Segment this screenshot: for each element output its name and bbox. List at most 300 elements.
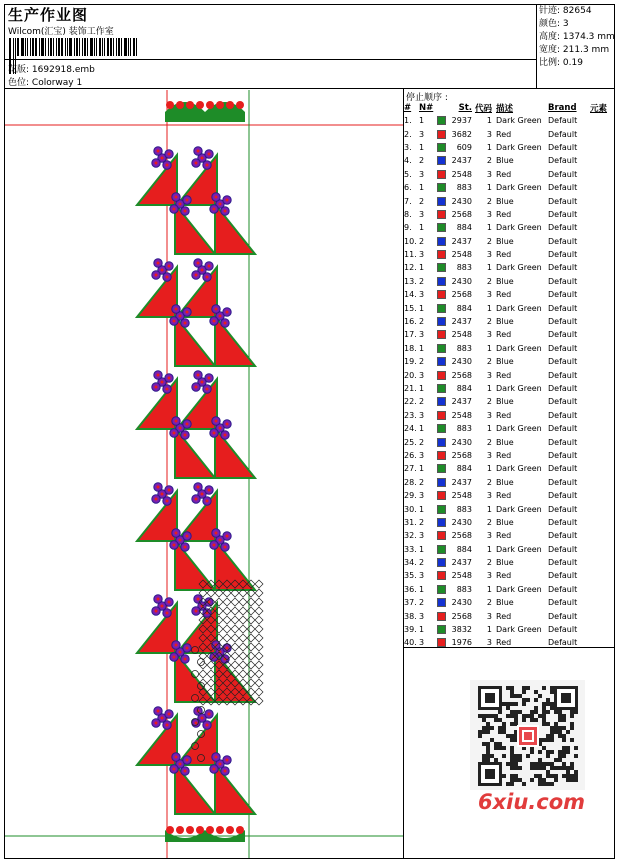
color-swatch [437, 330, 446, 339]
file-value: 1692918.emb [31, 65, 95, 75]
row-code: 1 [486, 424, 492, 434]
row-swatch [437, 435, 448, 448]
row-code: 2 [486, 357, 492, 367]
row-brand: Default [548, 504, 578, 514]
row-code: 1 [486, 504, 492, 514]
row-idx: 1. [404, 116, 412, 126]
row-stitches: 2568 [451, 370, 472, 380]
row-stitches: 884 [456, 544, 472, 554]
color-swatch [437, 170, 446, 179]
table-row [404, 127, 607, 140]
row-idx: 20. [404, 370, 417, 380]
row-stitches: 2430 [451, 517, 472, 527]
row-stitches: 2548 [451, 330, 472, 340]
row-desc: Dark Green [496, 544, 542, 554]
embroidery-design [5, 90, 403, 858]
row-desc: Red [496, 370, 512, 380]
table-row [404, 141, 607, 154]
row-n: 3 [419, 290, 425, 300]
row-idx: 2. [404, 129, 412, 139]
row-stitches: 2437 [451, 156, 472, 166]
table-row [404, 248, 607, 261]
row-stitches: 3682 [451, 129, 472, 139]
row-desc: Dark Green [496, 343, 542, 353]
table-row [404, 368, 607, 381]
row-swatch [437, 301, 448, 314]
row-code: 1 [486, 263, 492, 273]
row-code: 1 [486, 183, 492, 193]
row-code: 3 [486, 129, 492, 139]
col-desc: 描述 [496, 104, 514, 114]
row-n: 3 [419, 611, 425, 621]
row-n: 3 [419, 491, 425, 501]
row-idx: 7. [404, 196, 412, 206]
row-n: 1 [419, 584, 425, 594]
row-n: 1 [419, 116, 425, 126]
row-stitches: 2937 [451, 116, 472, 126]
row-brand: Default [548, 571, 578, 581]
row-idx: 25. [404, 437, 417, 447]
row-desc: Dark Green [496, 504, 542, 514]
row-code: 2 [486, 558, 492, 568]
row-brand: Default [548, 625, 578, 635]
row-code: 2 [486, 437, 492, 447]
row-swatch [437, 114, 448, 127]
row-n: 3 [419, 571, 425, 581]
row-idx: 18. [404, 343, 417, 353]
row-stitches: 2430 [451, 598, 472, 608]
table-row [404, 462, 607, 475]
row-code: 3 [486, 450, 492, 460]
row-stitches: 2568 [451, 209, 472, 219]
row-idx: 4. [404, 156, 412, 166]
row-n: 3 [419, 129, 425, 139]
row-swatch [437, 342, 448, 355]
row-idx: 9. [404, 223, 412, 233]
stat-stitches: 针迹: 82654 [539, 6, 592, 16]
table-row [404, 569, 607, 582]
table-row [404, 168, 607, 181]
row-idx: 37. [404, 598, 417, 608]
table-row [404, 435, 607, 448]
row-idx: 19. [404, 357, 417, 367]
row-desc: Red [496, 209, 512, 219]
col-code: 代码 [474, 104, 492, 114]
table-row [404, 288, 607, 301]
row-swatch [437, 543, 448, 556]
row-n: 3 [419, 531, 425, 541]
row-n: 1 [419, 142, 425, 152]
row-stitches: 2568 [451, 450, 472, 460]
row-n: 2 [419, 317, 425, 327]
row-code: 1 [486, 464, 492, 474]
row-idx: 6. [404, 183, 412, 193]
row-desc: Red [496, 410, 512, 420]
row-stitches: 883 [456, 584, 472, 594]
row-code: 1 [486, 584, 492, 594]
row-idx: 38. [404, 611, 417, 621]
row-code: 3 [486, 290, 492, 300]
col-n: N# [419, 103, 434, 113]
row-n: 3 [419, 250, 425, 260]
header-file-divider [4, 59, 537, 60]
sequence-title: 停止顺序 : [406, 93, 448, 103]
col-brand: Brand [548, 103, 577, 113]
row-desc: Dark Green [496, 263, 542, 273]
color-swatch [437, 464, 446, 473]
row-stitches: 884 [456, 303, 472, 313]
color-swatch [437, 384, 446, 393]
row-n: 2 [419, 558, 425, 568]
table-row [404, 235, 607, 248]
row-brand: Default [548, 343, 578, 353]
row-brand: Default [548, 357, 578, 367]
stat-height: 高度: 1374.3 mm [539, 32, 615, 42]
row-brand: Default [548, 276, 578, 286]
color-swatch [437, 250, 446, 259]
color-swatch [437, 411, 446, 420]
row-brand: Default [548, 638, 578, 648]
color-swatch [437, 518, 446, 527]
row-stitches: 884 [456, 464, 472, 474]
row-n: 2 [419, 276, 425, 286]
row-n: 1 [419, 223, 425, 233]
row-idx: 16. [404, 317, 417, 327]
row-stitches: 884 [456, 384, 472, 393]
row-swatch [437, 141, 448, 154]
row-swatch [437, 154, 448, 167]
col-idx: # [404, 103, 412, 113]
row-stitches: 609 [456, 142, 472, 152]
table-row [404, 543, 607, 556]
row-desc: Blue [496, 236, 514, 246]
stats-divider [536, 4, 537, 89]
color-swatch [437, 451, 446, 460]
table-row [404, 556, 607, 569]
row-brand: Default [548, 209, 578, 219]
row-swatch [437, 449, 448, 462]
row-desc: Red [496, 250, 512, 260]
table-row [404, 476, 607, 489]
row-swatch [437, 288, 448, 301]
row-brand: Default [548, 330, 578, 340]
row-brand: Default [548, 223, 578, 233]
row-brand: Default [548, 290, 578, 300]
row-n: 1 [419, 544, 425, 554]
row-stitches: 2430 [451, 437, 472, 447]
row-stitches: 2568 [451, 290, 472, 300]
table-row [404, 355, 607, 368]
row-n: 1 [419, 263, 425, 273]
color-swatch [437, 116, 446, 125]
color-swatch [437, 317, 446, 326]
row-swatch [437, 476, 448, 489]
row-brand: Default [548, 183, 578, 193]
color-swatch [437, 183, 446, 192]
row-idx: 31. [404, 517, 417, 527]
row-brand: Default [548, 477, 578, 487]
row-stitches: 2437 [451, 397, 472, 407]
row-desc: Red [496, 450, 512, 460]
row-n: 1 [419, 343, 425, 353]
row-brand: Default [548, 531, 578, 541]
table-row [404, 261, 607, 274]
row-n: 3 [419, 209, 425, 219]
colorway-label: 色位: [8, 78, 30, 88]
row-n: 1 [419, 464, 425, 474]
row-desc: Blue [496, 196, 514, 206]
row-idx: 27. [404, 464, 417, 474]
table-row [404, 529, 607, 542]
row-desc: Red [496, 571, 512, 581]
row-brand: Default [548, 303, 578, 313]
row-stitches: 883 [456, 263, 472, 273]
table-row [404, 328, 607, 341]
row-desc: Blue [496, 477, 514, 487]
row-stitches: 884 [456, 223, 472, 233]
row-idx: 22. [404, 397, 417, 407]
row-idx: 30. [404, 504, 417, 514]
color-swatch [437, 638, 446, 647]
row-n: 3 [419, 370, 425, 380]
color-swatch [437, 210, 446, 219]
row-swatch [437, 168, 448, 181]
row-swatch [437, 261, 448, 274]
table-row [404, 395, 607, 408]
row-code: 1 [486, 544, 492, 554]
row-desc: Dark Green [496, 116, 542, 126]
row-desc: Red [496, 129, 512, 139]
row-swatch [437, 382, 448, 395]
row-brand: Default [548, 584, 578, 594]
row-n: 3 [419, 638, 425, 648]
row-idx: 23. [404, 410, 417, 420]
row-desc: Red [496, 611, 512, 621]
row-code: 1 [486, 116, 492, 126]
row-code: 3 [486, 491, 492, 501]
color-swatch [437, 585, 446, 594]
row-idx: 34. [404, 558, 417, 568]
row-desc: Red [496, 638, 512, 648]
qr-code-icon [470, 680, 585, 790]
row-idx: 36. [404, 584, 417, 594]
row-desc: Red [496, 491, 512, 501]
table-row [404, 489, 607, 502]
row-swatch [437, 409, 448, 422]
row-desc: Red [496, 330, 512, 340]
table-row [404, 181, 607, 194]
row-stitches: 2437 [451, 558, 472, 568]
row-desc: Dark Green [496, 584, 542, 594]
file-info [8, 62, 95, 75]
color-swatch [437, 424, 446, 433]
table-row [404, 208, 607, 221]
color-swatch [437, 290, 446, 299]
row-brand: Default [548, 410, 578, 420]
stat-scale: 比例: 0.19 [539, 58, 583, 68]
row-code: 3 [486, 169, 492, 179]
row-code: 3 [486, 250, 492, 260]
row-brand: Default [548, 250, 578, 260]
row-desc: Blue [496, 598, 514, 608]
table-row [404, 583, 607, 596]
row-idx: 12. [404, 263, 417, 273]
row-stitches: 2430 [451, 276, 472, 286]
col-swatch [437, 102, 448, 114]
row-idx: 15. [404, 303, 417, 313]
row-desc: Red [496, 169, 512, 179]
table-row [404, 154, 607, 167]
row-brand: Default [548, 491, 578, 501]
row-stitches: 3832 [451, 625, 472, 635]
row-n: 2 [419, 437, 425, 447]
color-swatch [437, 130, 446, 139]
table-row [404, 596, 607, 609]
row-swatch [437, 248, 448, 261]
row-swatch [437, 516, 448, 529]
row-n: 2 [419, 598, 425, 608]
row-desc: Blue [496, 156, 514, 166]
row-brand: Default [548, 156, 578, 166]
table-row [404, 502, 607, 515]
row-code: 1 [486, 625, 492, 635]
row-code: 2 [486, 477, 492, 487]
color-swatch [437, 277, 446, 286]
row-stitches: 2437 [451, 236, 472, 246]
row-brand: Default [548, 598, 578, 608]
color-swatch [437, 545, 446, 554]
row-desc: Dark Green [496, 303, 542, 313]
row-brand: Default [548, 437, 578, 447]
row-brand: Default [548, 450, 578, 460]
row-code: 2 [486, 156, 492, 166]
row-code: 3 [486, 571, 492, 581]
row-code: 1 [486, 343, 492, 353]
row-n: 2 [419, 196, 425, 206]
row-brand: Default [548, 317, 578, 327]
row-brand: Default [548, 464, 578, 474]
row-desc: Dark Green [496, 142, 542, 152]
row-code: 3 [486, 209, 492, 219]
color-swatch [437, 491, 446, 500]
col-elem: 元素 [590, 104, 608, 114]
row-swatch [437, 395, 448, 408]
row-swatch [437, 583, 448, 596]
color-swatch [437, 598, 446, 607]
row-desc: Red [496, 290, 512, 300]
row-stitches: 2548 [451, 571, 472, 581]
row-desc: Blue [496, 437, 514, 447]
row-code: 2 [486, 598, 492, 608]
row-desc: Dark Green [496, 183, 542, 193]
row-brand: Default [548, 611, 578, 621]
row-brand: Default [548, 558, 578, 568]
table-row [404, 114, 607, 127]
row-brand: Default [548, 397, 578, 407]
table-row [404, 301, 607, 314]
page-title: 生产作业图 [8, 6, 89, 24]
stat-width: 宽度: 211.3 mm [539, 45, 610, 55]
row-swatch [437, 609, 448, 622]
row-brand: Default [548, 236, 578, 246]
row-swatch [437, 596, 448, 609]
row-idx: 10. [404, 236, 417, 246]
row-stitches: 2430 [451, 196, 472, 206]
row-stitches: 2437 [451, 477, 472, 487]
row-swatch [437, 315, 448, 328]
table-row [404, 609, 607, 622]
color-swatch [437, 612, 446, 621]
color-swatch [437, 558, 446, 567]
table-header-row [404, 102, 607, 114]
row-idx: 29. [404, 491, 417, 501]
row-swatch [437, 275, 448, 288]
row-desc: Dark Green [496, 464, 542, 474]
row-brand: Default [548, 129, 578, 139]
row-code: 1 [486, 384, 492, 393]
table-row [404, 623, 607, 636]
color-swatch [437, 156, 446, 165]
row-brand: Default [548, 424, 578, 434]
row-swatch [437, 355, 448, 368]
row-idx: 40. [404, 638, 417, 648]
row-stitches: 2548 [451, 491, 472, 501]
row-brand: Default [548, 116, 578, 126]
row-desc: Dark Green [496, 384, 542, 393]
row-stitches: 2548 [451, 169, 472, 179]
row-brand: Default [548, 384, 578, 393]
row-n: 2 [419, 236, 425, 246]
color-swatch [437, 397, 446, 406]
color-swatch [437, 304, 446, 313]
color-swatch [437, 478, 446, 487]
row-stitches: 2548 [451, 250, 472, 260]
row-code: 1 [486, 303, 492, 313]
table-row [404, 449, 607, 462]
row-desc: Dark Green [496, 625, 542, 635]
row-code: 1 [486, 223, 492, 233]
row-code: 2 [486, 276, 492, 286]
row-desc: Dark Green [496, 424, 542, 434]
row-idx: 5. [404, 169, 412, 179]
row-n: 2 [419, 397, 425, 407]
row-idx: 39. [404, 625, 417, 635]
row-brand: Default [548, 196, 578, 206]
row-brand: Default [548, 370, 578, 380]
color-swatch [437, 371, 446, 380]
row-desc: Red [496, 531, 512, 541]
colorway-value: Colorway 1 [31, 78, 83, 88]
row-stitches: 2437 [451, 317, 472, 327]
row-code: 3 [486, 410, 492, 420]
row-swatch [437, 368, 448, 381]
row-stitches: 883 [456, 504, 472, 514]
color-swatch [437, 505, 446, 514]
row-stitches: 883 [456, 183, 472, 193]
row-stitches: 2548 [451, 410, 472, 420]
header-divider [4, 88, 615, 89]
row-n: 1 [419, 183, 425, 193]
color-swatch [437, 357, 446, 366]
row-n: 1 [419, 625, 425, 635]
row-desc: Blue [496, 357, 514, 367]
color-swatch [437, 625, 446, 634]
table-row [404, 516, 607, 529]
row-n: 3 [419, 330, 425, 340]
row-desc: Blue [496, 317, 514, 327]
row-n: 3 [419, 450, 425, 460]
row-stitches: 1976 [451, 638, 472, 648]
